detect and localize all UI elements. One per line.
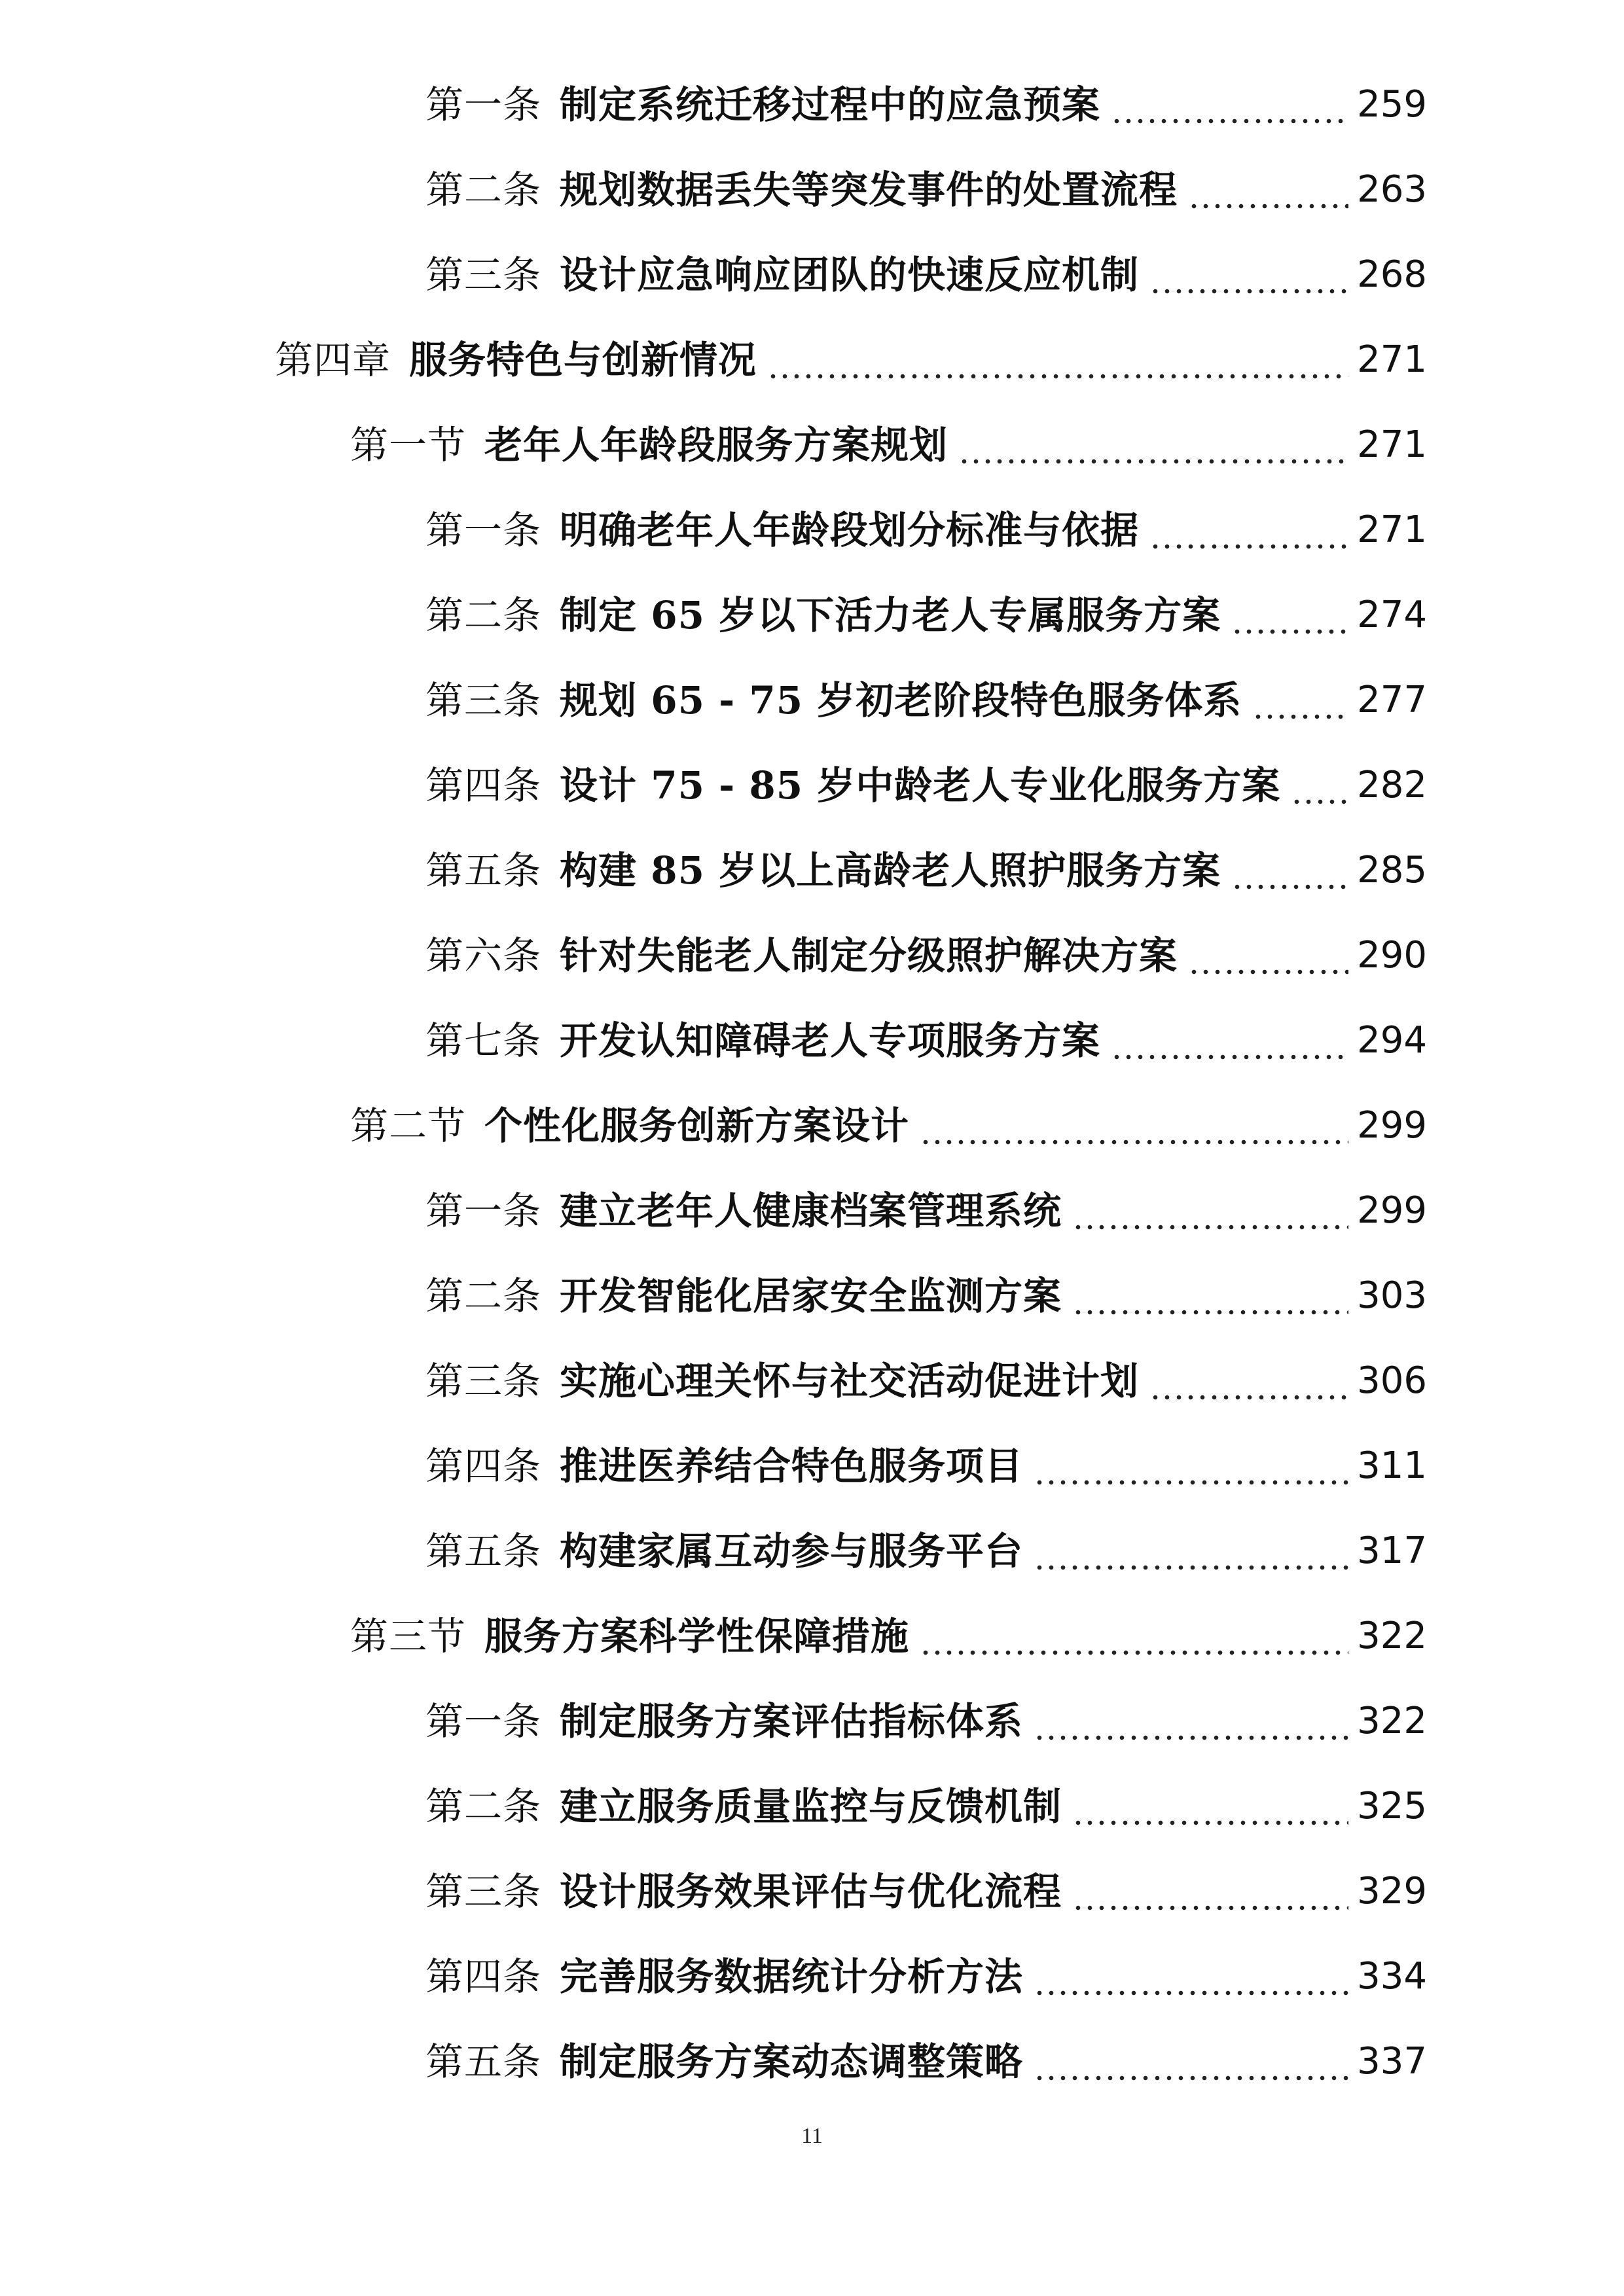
toc-entry-label: 第三条 xyxy=(425,1359,542,1403)
toc-entry[interactable] xyxy=(425,1944,1427,2009)
toc-entry-page: 271 xyxy=(1357,338,1427,381)
toc-entry[interactable] xyxy=(425,1433,1427,1499)
toc-entry[interactable] xyxy=(275,327,1427,393)
dot-leader xyxy=(1149,497,1348,563)
dot-leader xyxy=(767,327,1348,393)
toc-entry-page: 268 xyxy=(1357,253,1427,296)
toc-entry-label: 第二节 xyxy=(350,1103,467,1148)
toc-entry[interactable] xyxy=(425,838,1427,903)
toc-entry[interactable] xyxy=(350,412,1427,478)
toc-entry-page: 263 xyxy=(1357,168,1427,211)
toc-entry[interactable] xyxy=(425,157,1427,223)
dot-leader xyxy=(1072,1859,1348,1924)
dot-leader xyxy=(1034,1518,1348,1584)
toc-entry-label: 第五条 xyxy=(425,2039,542,2084)
dot-leader xyxy=(1111,1008,1348,1073)
toc-entry[interactable] xyxy=(425,1689,1427,1754)
toc-entry-title: 建立服务质量监控与反馈机制 xyxy=(560,1784,1062,1829)
toc-entry[interactable] xyxy=(350,1604,1427,1669)
toc-entry-title: 制定 65 岁以下活力老人专属服务方案 xyxy=(560,593,1221,637)
toc-entry-page: 334 xyxy=(1357,1955,1427,1998)
toc-entry-label: 第四条 xyxy=(425,1444,542,1488)
toc-entry-label: 第一条 xyxy=(425,82,542,127)
toc-entry-page: 271 xyxy=(1357,423,1427,466)
toc-entry[interactable] xyxy=(425,923,1427,988)
toc-entry-page: 290 xyxy=(1357,934,1427,977)
toc-entry[interactable] xyxy=(425,2029,1427,2094)
toc-entry-label: 第三条 xyxy=(425,678,542,723)
toc-entry[interactable] xyxy=(425,753,1427,818)
dot-leader xyxy=(1252,668,1348,733)
dot-leader xyxy=(1188,157,1348,223)
page-number-footer: 11 xyxy=(801,2124,823,2148)
toc-entry[interactable] xyxy=(350,1093,1427,1158)
toc-entry-page: 299 xyxy=(1357,1104,1427,1147)
toc-entry[interactable] xyxy=(425,497,1427,563)
toc-entry-title: 规划数据丢失等突发事件的处置流程 xyxy=(560,168,1178,212)
toc-entry-title: 构建 85 岁以上高龄老人照护服务方案 xyxy=(560,848,1221,893)
toc-entry-page: 306 xyxy=(1357,1359,1427,1402)
toc-entry-page: 329 xyxy=(1357,1870,1427,1912)
toc-entry-label: 第五条 xyxy=(425,1529,542,1573)
toc-entry-page: 259 xyxy=(1357,83,1427,126)
dot-leader xyxy=(1072,1774,1348,1839)
toc-entry[interactable] xyxy=(425,1518,1427,1584)
toc-entry-label: 第一条 xyxy=(425,508,542,552)
dot-leader xyxy=(958,412,1348,478)
toc-entry-label: 第三节 xyxy=(350,1614,467,1659)
toc-entry-title: 规划 65 - 75 岁初老阶段特色服务体系 xyxy=(560,678,1242,723)
toc-entry-title: 服务特色与创新情况 xyxy=(409,338,757,382)
toc-entry-label: 第四章 xyxy=(275,338,391,382)
dot-leader xyxy=(1034,1689,1348,1754)
toc-entry-title: 明确老年人年龄段划分标准与依据 xyxy=(560,508,1140,552)
toc-entry-title: 老年人年龄段服务方案规划 xyxy=(484,423,948,467)
toc-entry-label: 第五条 xyxy=(425,848,542,893)
toc-entry-page: 311 xyxy=(1357,1444,1427,1487)
dot-leader xyxy=(1111,72,1348,137)
toc-entry[interactable] xyxy=(425,242,1427,308)
toc-entry-label: 第二条 xyxy=(425,593,542,637)
dot-leader xyxy=(1034,1433,1348,1499)
toc-entry-title: 实施心理关怀与社交活动促进计划 xyxy=(560,1359,1140,1403)
dot-leader xyxy=(1034,2029,1348,2094)
toc-entry-label: 第二条 xyxy=(425,1274,542,1318)
toc-entry-label: 第一条 xyxy=(425,1189,542,1233)
toc-entry-label: 第四条 xyxy=(425,763,542,808)
toc-entry[interactable] xyxy=(425,1008,1427,1073)
dot-leader xyxy=(920,1093,1348,1158)
toc-entry-label: 第二条 xyxy=(425,1784,542,1829)
dot-leader xyxy=(1149,242,1348,308)
dot-leader xyxy=(1291,753,1348,818)
toc-entry[interactable] xyxy=(425,1178,1427,1244)
toc-entry-label: 第三条 xyxy=(425,1869,542,1914)
toc-entry-label: 第四条 xyxy=(425,1954,542,1999)
toc-entry-page: 294 xyxy=(1357,1019,1427,1062)
toc-entry-label: 第二条 xyxy=(425,168,542,212)
toc-entry-page: 325 xyxy=(1357,1785,1427,1827)
toc-entry-title: 针对失能老人制定分级照护解决方案 xyxy=(560,933,1178,978)
toc-entry[interactable] xyxy=(425,583,1427,648)
toc-entry-page: 337 xyxy=(1357,2040,1427,2083)
toc-entry-title: 个性化服务创新方案设计 xyxy=(484,1103,910,1148)
toc-entry-page: 285 xyxy=(1357,849,1427,891)
toc-entry-title: 服务方案科学性保障措施 xyxy=(484,1614,910,1659)
toc-entry-page: 277 xyxy=(1357,679,1427,721)
dot-leader xyxy=(920,1604,1348,1669)
toc-entry-title: 建立老年人健康档案管理系统 xyxy=(560,1189,1062,1233)
toc-entry-title: 设计应急响应团队的快速反应机制 xyxy=(560,253,1140,297)
toc-entry-title: 制定服务方案动态调整策略 xyxy=(560,2039,1024,2084)
dot-leader xyxy=(1072,1263,1348,1329)
toc-entry[interactable] xyxy=(425,1348,1427,1414)
toc-entry-label: 第一条 xyxy=(425,1699,542,1744)
toc-entry-page: 303 xyxy=(1357,1274,1427,1317)
dot-leader xyxy=(1034,1944,1348,2009)
toc-entry-title: 设计服务效果评估与优化流程 xyxy=(560,1869,1062,1914)
toc-entry-title: 完善服务数据统计分析方法 xyxy=(560,1954,1024,1999)
dot-leader xyxy=(1072,1178,1348,1244)
dot-leader xyxy=(1188,923,1348,988)
toc-entry-page: 322 xyxy=(1357,1615,1427,1657)
toc-entry-title: 构建家属互动参与服务平台 xyxy=(560,1529,1024,1573)
toc-entry-title: 开发认知障碍老人专项服务方案 xyxy=(560,1018,1101,1063)
toc-entry-title: 制定系统迁移过程中的应急预案 xyxy=(560,82,1101,127)
dot-leader xyxy=(1231,583,1348,648)
toc-entry-label: 第七条 xyxy=(425,1018,542,1063)
toc-entry-label: 第六条 xyxy=(425,933,542,978)
toc-entry[interactable] xyxy=(425,1859,1427,1924)
toc-entry-page: 322 xyxy=(1357,1700,1427,1742)
toc-entry-page: 271 xyxy=(1357,509,1427,551)
toc-entry[interactable] xyxy=(425,72,1427,137)
toc-entry-page: 274 xyxy=(1357,594,1427,636)
toc-entry-label: 第一节 xyxy=(350,423,467,467)
toc-entry-page: 317 xyxy=(1357,1530,1427,1572)
toc-entry-label: 第三条 xyxy=(425,253,542,297)
toc-entry-title: 推进医养结合特色服务项目 xyxy=(560,1444,1024,1488)
dot-leader xyxy=(1231,838,1348,903)
toc-entry-title: 开发智能化居家安全监测方案 xyxy=(560,1274,1062,1318)
dot-leader xyxy=(1149,1348,1348,1414)
toc-entry-title: 设计 75 - 85 岁中龄老人专业化服务方案 xyxy=(560,763,1281,808)
toc-entry-page: 282 xyxy=(1357,764,1427,806)
toc-entry[interactable] xyxy=(425,1774,1427,1839)
toc-entry[interactable] xyxy=(425,668,1427,733)
toc-entry[interactable] xyxy=(425,1263,1427,1329)
toc-entry-page: 299 xyxy=(1357,1189,1427,1232)
toc-entry-title: 制定服务方案评估指标体系 xyxy=(560,1699,1024,1744)
